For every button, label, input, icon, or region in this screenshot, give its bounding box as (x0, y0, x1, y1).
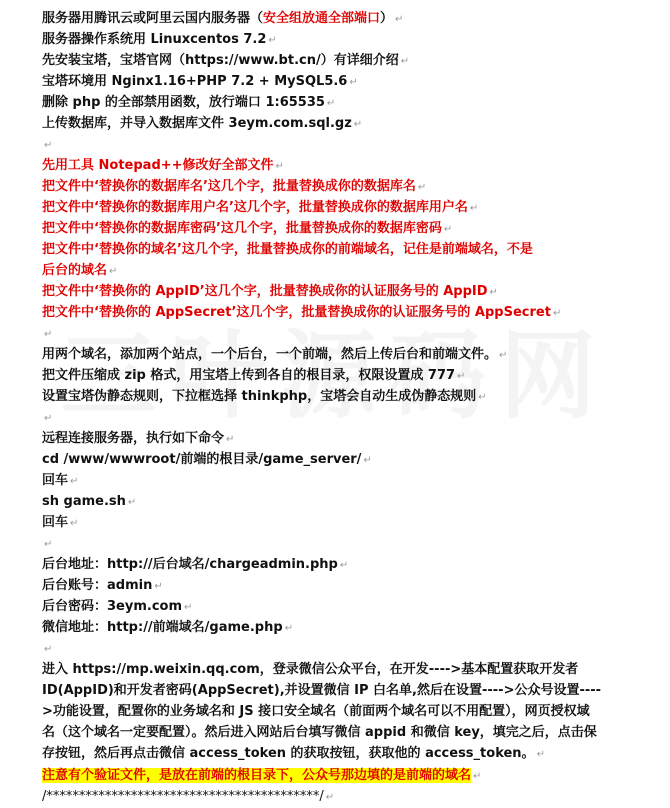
line-zip: 把文件压缩成 zip 格式，用宝塔上传到各自的根目录，权限设置成 777 ↵ (42, 368, 466, 383)
line-notepad: 先用工具 Notepad++修改好全部文件 ↵ (42, 158, 284, 173)
line-verify-file-note: 注意有个验证文件，是放在前端的根目录下，公众号那边填的是前端的域名 ↵ (42, 768, 482, 783)
blank-line: ↵ (44, 644, 53, 655)
line-domains: 用两个域名，添加两个站点，一个后台，一个前端，然后上传后台和前端文件。 ↵ (42, 347, 508, 362)
line-cd-command: cd /www/wwwroot/前端的根目录/game_server/ ↵ (42, 452, 372, 467)
security-group-note: 安全组放通全部端口 (263, 11, 381, 26)
line-os: 服务器操作系统用 Linuxcentos 7.2 ↵ (42, 32, 277, 47)
line-wechat-url: 微信地址：http://前端域名/game.php ↵ (42, 620, 294, 635)
document-body (42, 8, 660, 807)
line-enter: 回车 ↵ (42, 473, 79, 488)
line-admin-password: 后台密码：3eym.com ↵ (42, 599, 193, 614)
line-replace-dbuser: 把文件中‘替换你的数据库用户名’这几个字，批量替换成你的数据库用户名 ↵ (42, 200, 479, 215)
line-server: 服务器用腾讯云或阿里云国内服务器（安全组放通全部端口） ↵ (42, 11, 404, 26)
line-rewrite: 设置宝塔伪静态规则，下拉框选择 thinkphp，宝塔会自动生成伪静态规则 ↵ (42, 389, 487, 404)
line-end-comment: /******************************************/ ↵ (42, 789, 335, 804)
blank-line: ↵ (44, 539, 53, 550)
blank-line: ↵ (44, 413, 53, 424)
line-bt: 先安装宝塔，宝塔官网（https://www.bt.cn/）有详细介绍 ↵ (42, 53, 410, 68)
line-enter: 回车 ↵ (42, 515, 79, 530)
line-env: 宝塔环境用 Nginx1.16+PHP 7.2 + MySQL5.6 ↵ (42, 74, 358, 89)
line-admin-account: 后台账号：admin ↵ (42, 578, 163, 593)
line-replace-dbpass: 把文件中‘替换你的数据库密码’这几个字，批量替换成你的数据库密码 ↵ (42, 221, 453, 236)
line-sh-command: sh game.sh ↵ (42, 494, 137, 509)
line-php: 删除 php 的全部禁用函数，放行端口 1:65535 ↵ (42, 95, 336, 110)
line-replace-domain: 把文件中‘替换你的域名’这几个字，批量替换成你的前端域名，记住是前端域名，不是 (42, 242, 533, 257)
line-replace-appid: 把文件中‘替换你的 AppID’这几个字，批量替换成你的认证服务号的 AppID ↵ (42, 284, 498, 299)
line-remote: 远程连接服务器，执行如下命令 ↵ (42, 431, 235, 446)
line-replace-domain-cont: 后台的域名 ↵ (42, 263, 118, 278)
line-replace-dbname: 把文件中‘替换你的数据库名’这几个字，批量替换成你的数据库名 ↵ (42, 179, 427, 194)
line-db: 上传数据库，并导入数据库文件 3eym.com.sql.gz ↵ (42, 116, 363, 131)
line-admin-url: 后台地址：http://后台域名/chargeadmin.php ↵ (42, 557, 349, 572)
line-replace-appsecret: 把文件中‘替换你的 AppSecret’这几个字，批量替换成你的认证服务号的 AppSecret ↵ (42, 305, 562, 320)
blank-line: ↵ (44, 329, 53, 340)
wechat-instructions: 进入 https://mp.weixin.qq.com，登录微信公众平台，在开发---->基本配置获取开发者 ID(AppID)和开发者密码(AppSecret),并设置微信 IP 白名单,然后在设置---->公众号设置---->功能设置，配置你的业务域名和 JS 接口安全域名（前面两个域名可以不用配置），网页授权域名（这个域名一定要配置）。然后进入网站后台填写微信 appid 和微信 key，填完之后，点击保存按钮，然后再点击微信 access_token 的获取按钮，获取他的 access_token。 ↵ (42, 662, 602, 761)
blank-line: ↵ (44, 140, 53, 151)
